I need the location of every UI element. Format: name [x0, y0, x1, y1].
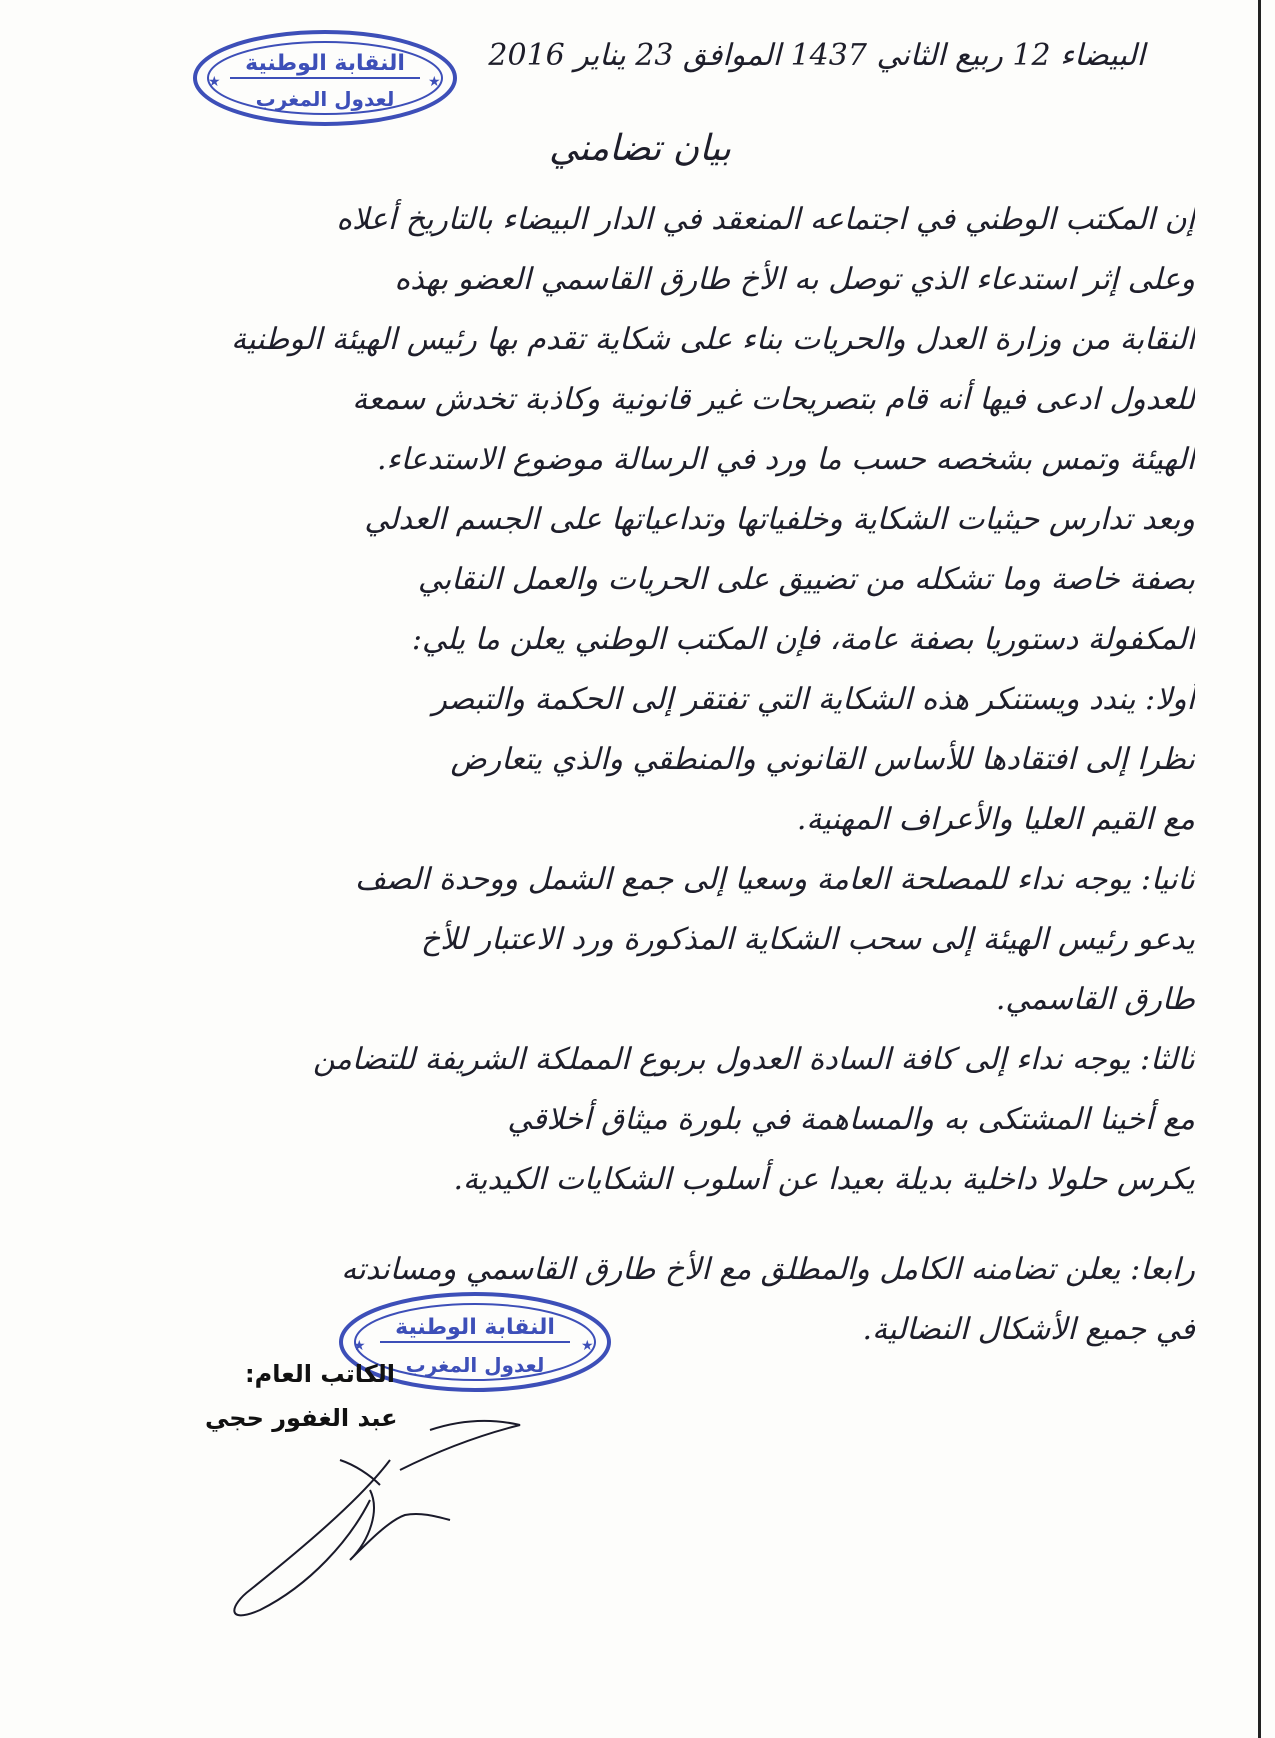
body-line: النقابة من وزارة العدل والحريات بناء على شكاية تقدم بها رئيس الهيئة الوطنية: [231, 322, 1195, 357]
svg-text:★: ★: [428, 74, 441, 90]
stamp-top-line2: لعدول المغرب: [255, 87, 395, 111]
body-line: وبعد تدارس حيثيات الشكاية وخلفياتها وتداعياتها على الجسم العدلي: [364, 502, 1195, 537]
stamp-seal-icon: [190, 28, 460, 128]
letter-date: البيضاء 12 ربيع الثاني 1437 الموافق 23 يناير 2016: [488, 38, 1145, 73]
svg-text:★: ★: [353, 1338, 366, 1354]
body-line: مع القيم العليا والأعراف المهنية.: [796, 802, 1195, 837]
body-line: إن المكتب الوطني في اجتماعه المنعقد في الدار البيضاء بالتاريخ أعلاه: [336, 202, 1195, 237]
body-line: الهيئة وتمس بشخصه حسب ما ورد في الرسالة موضوع الاستدعاء.: [376, 442, 1195, 477]
letter-title: بيان تضامني: [548, 128, 732, 169]
handwritten-signature: [220, 1390, 580, 1634]
body-line: في جميع الأشكال النضالية.: [862, 1312, 1195, 1347]
body-line: للعدول ادعى فيها أنه قام بتصريحات غير قانونية وكاذبة تخدش سمعة: [352, 382, 1195, 417]
signature-scribble-icon: [220, 1390, 580, 1630]
letter-body: [80, 190, 1195, 1360]
body-line: وعلى إثر استدعاء الذي توصل به الأخ طارق القاسمي العضو بهذه: [394, 262, 1195, 297]
svg-text:★: ★: [581, 1338, 594, 1354]
signatory-name: عبد الغفور حجي: [205, 1404, 398, 1432]
body-line: ثالثا: يوجه نداء إلى كافة السادة العدول بربوع المملكة الشريفة للتضامن: [312, 1042, 1195, 1077]
body-line: أولا: يندد ويستنكر هذه الشكاية التي تفتقر إلى الحكمة والتبصر: [432, 682, 1195, 717]
stamp-bottom-line1: النقابة الوطنية: [395, 1315, 555, 1340]
body-line: مع أخينا المشتكى به والمساهمة في بلورة ميثاق أخلاقي: [507, 1102, 1195, 1137]
body-line: نظرا إلى افتقادها للأساس القانوني والمنطقي والذي يتعارض: [450, 742, 1195, 777]
stamp-top: [190, 28, 460, 128]
body-line: المكفولة دستوريا بصفة عامة، فإن المكتب الوطني يعلن ما يلي:: [411, 622, 1195, 657]
signatory-role: الكاتب العام:: [245, 1360, 395, 1388]
stamp-top-line1: النقابة الوطنية: [245, 51, 405, 76]
body-line: رابعا: يعلن تضامنه الكامل والمطلق مع الأخ طارق القاسمي ومساندته: [341, 1252, 1195, 1287]
body-line: طارق القاسمي.: [995, 982, 1195, 1017]
body-line: يكرس حلولا داخلية بديلة بعيدا عن أسلوب الشكايات الكيدية.: [453, 1162, 1195, 1197]
body-line: بصفة خاصة وما تشكله من تضييق على الحريات والعمل النقابي: [417, 562, 1195, 597]
scan-edge: [1258, 0, 1261, 1738]
body-line: يدعو رئيس الهيئة إلى سحب الشكاية المذكورة ورد الاعتبار للأخ: [420, 922, 1195, 957]
svg-text:★: ★: [208, 74, 221, 90]
body-line: ثانيا: يوجه نداء للمصلحة العامة وسعيا إلى جمع الشمل ووحدة الصف: [354, 862, 1195, 897]
stamp-bottom-line2: لعدول المغرب: [405, 1353, 545, 1377]
